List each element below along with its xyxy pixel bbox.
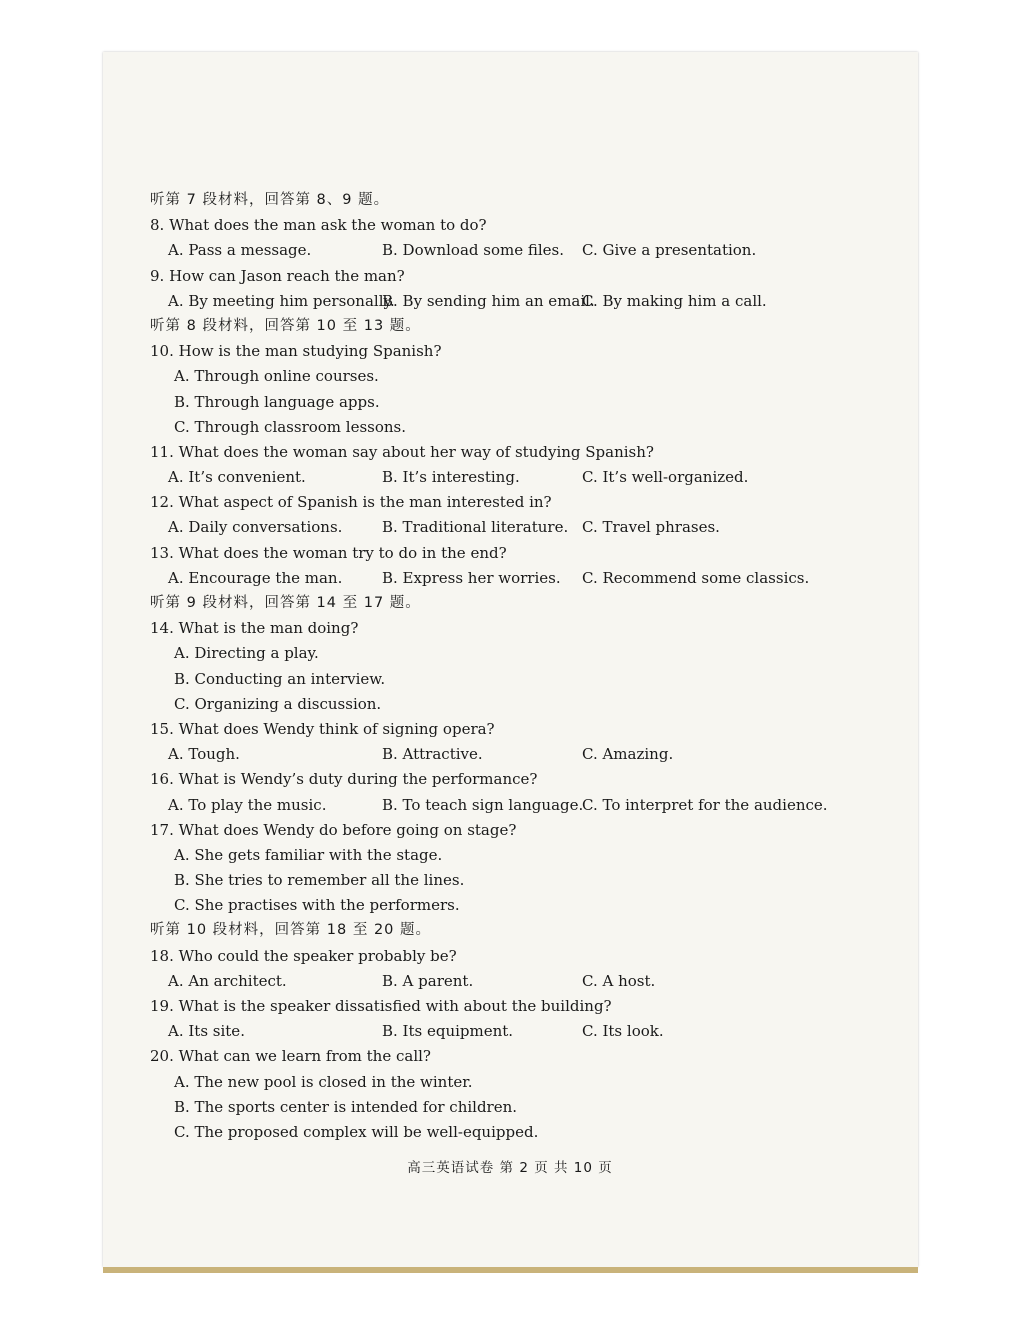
question-stem: 8. What does the man ask the woman to do? bbox=[150, 216, 487, 235]
option-a: A. The new pool is closed in the winter. bbox=[174, 1072, 473, 1091]
option-a: A. Its site. bbox=[168, 1022, 245, 1041]
question-stem: 10. How is the man studying Spanish? bbox=[150, 342, 442, 361]
option-a: A. An architect. bbox=[168, 971, 287, 990]
option-b: B. Download some files. bbox=[382, 241, 564, 260]
option-c: C. Through classroom lessons. bbox=[174, 417, 407, 436]
options-row bbox=[150, 238, 810, 263]
options-row bbox=[150, 465, 810, 490]
options-row bbox=[150, 793, 828, 818]
question-stem: 9. How can Jason reach the man? bbox=[150, 266, 405, 285]
options-row bbox=[150, 515, 810, 540]
option-c: C. Give a presentation. bbox=[582, 241, 757, 260]
option-c: C. A host. bbox=[582, 971, 656, 990]
option-c: C. Recommend some classics. bbox=[582, 568, 810, 587]
listening-questions bbox=[150, 188, 828, 1145]
question-stem: 20. What can we learn from the call? bbox=[150, 1047, 431, 1066]
option-b: B. To teach sign language. bbox=[382, 795, 584, 814]
section-header: 听第 10 段材料，回答第 18 至 20 题。 bbox=[150, 922, 432, 939]
question-stem: 13. What does the woman try to do in the end? bbox=[150, 543, 507, 562]
option-a: A. It’s convenient. bbox=[168, 468, 306, 487]
option-c: C. It’s well-organized. bbox=[582, 468, 749, 487]
option-c: C. The proposed complex will be well-equipped. bbox=[174, 1122, 539, 1141]
option-b: B. Express her worries. bbox=[382, 568, 561, 587]
question-stem: 12. What aspect of Spanish is the man interested in? bbox=[150, 493, 552, 512]
option-a: A. Through online courses. bbox=[174, 367, 379, 386]
option-b: B. By sending him an email. bbox=[382, 291, 595, 310]
option-b: B. Through language apps. bbox=[174, 392, 380, 411]
option-c: C. Travel phrases. bbox=[582, 518, 720, 537]
question-stem: 18. Who could the speaker probably be? bbox=[150, 946, 457, 965]
section-header: 听第 8 段材料，回答第 10 至 13 题。 bbox=[150, 317, 421, 334]
option-b: B. Conducting an interview. bbox=[174, 669, 386, 688]
option-a: A. Directing a play. bbox=[174, 644, 319, 663]
option-a: A. She gets familiar with the stage. bbox=[174, 845, 443, 864]
option-b: B. The sports center is intended for children. bbox=[174, 1097, 518, 1116]
option-a: A. Pass a message. bbox=[168, 241, 312, 260]
section-header: 听第 9 段材料，回答第 14 至 17 题。 bbox=[150, 595, 421, 611]
question-stem: 15. What does Wendy think of signing opera? bbox=[150, 719, 495, 738]
question-stem: 14. What is the man doing? bbox=[150, 619, 359, 638]
option-b: B. It’s interesting. bbox=[382, 468, 520, 487]
option-c: C. By making him a call. bbox=[582, 291, 767, 310]
option-c: C. She practises with the performers. bbox=[174, 896, 460, 915]
question-stem: 19. What is the speaker dissatisfied with about the building? bbox=[150, 997, 612, 1015]
option-c: C. Its look. bbox=[582, 1022, 664, 1041]
question-stem: 17. What does Wendy do before going on stage? bbox=[150, 820, 517, 839]
option-b: B. Traditional literature. bbox=[382, 518, 569, 537]
option-b: B. She tries to remember all the lines. bbox=[174, 871, 465, 890]
option-a: A. To play the music. bbox=[168, 795, 327, 814]
option-b: B. Attractive. bbox=[382, 745, 483, 764]
options-row bbox=[150, 289, 810, 314]
option-a: A. Encourage the man. bbox=[168, 568, 343, 587]
option-c: C. Amazing. bbox=[582, 745, 674, 764]
options-row bbox=[150, 969, 810, 994]
option-a: A. Daily conversations. bbox=[168, 518, 343, 537]
option-c: C. Organizing a discussion. bbox=[174, 694, 382, 713]
question-stem: 16. What is Wendy’s duty during the performance? bbox=[150, 770, 538, 789]
options-row bbox=[150, 566, 810, 591]
option-c: C. To interpret for the audience. bbox=[582, 795, 828, 814]
options-row bbox=[150, 1019, 810, 1044]
section-header: 听第 7 段材料，回答第 8、9 题。 bbox=[150, 192, 390, 208]
option-b: B. Its equipment. bbox=[382, 1022, 514, 1041]
question-stem: 11. What does the woman say about her way of studying Spanish? bbox=[150, 442, 654, 461]
option-b: B. A parent. bbox=[382, 971, 474, 990]
option-a: A. By meeting him personally. bbox=[168, 291, 395, 310]
options-row bbox=[150, 742, 810, 767]
page-footer: 高三英语试卷 第 2 页 共 10 页 bbox=[407, 1160, 613, 1176]
option-a: A. Tough. bbox=[168, 745, 240, 764]
